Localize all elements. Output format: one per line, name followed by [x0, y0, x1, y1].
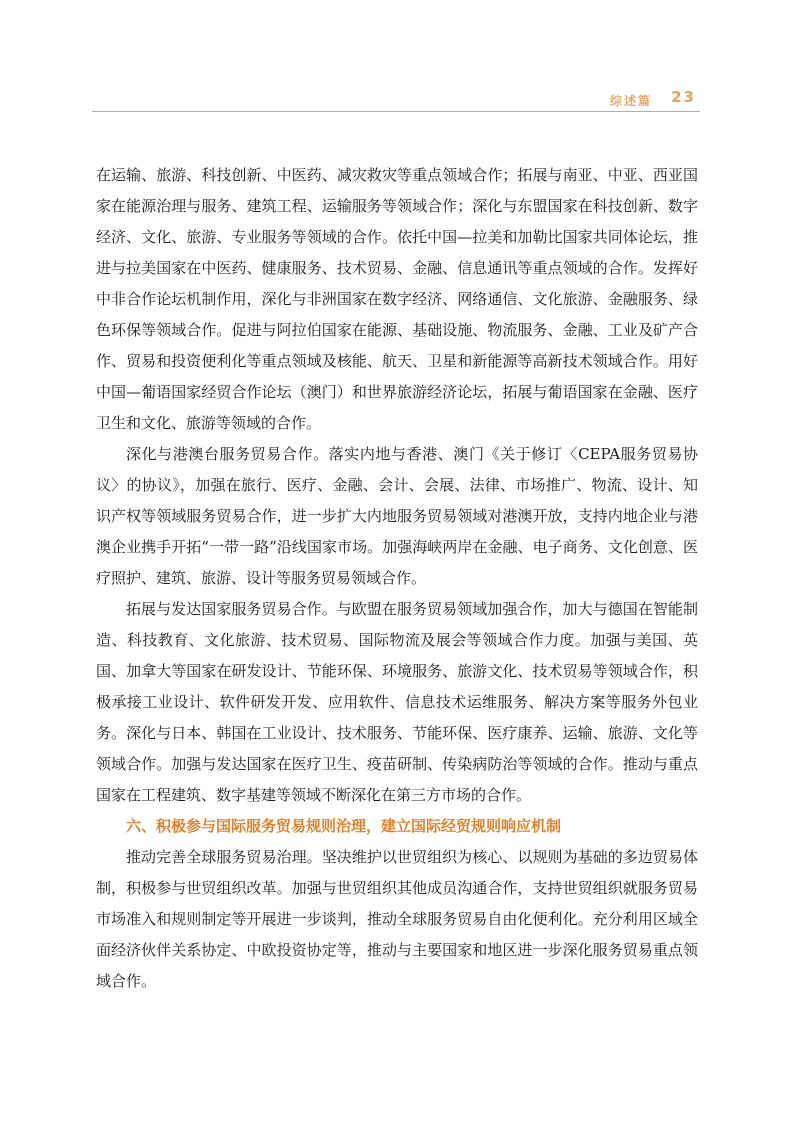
paragraph-hk-macao-taiwan: 深化与港澳台服务贸易合作。落实内地与香港、澳门《关于修订〈CEPA服务贸易协议〉的协议》，加强在旅行、医疗、金融、会计、会展、法律、市场推广、物流、设计、知识产权等领域服务贸易合作，进一步扩大内地服务贸易领域对港澳开放，支持内地企业与港澳企业携手开拓“一带一路”沿线国家市场。加强海峡两岸在金融、电子商务、文化创意、医疗照护、建筑、旅游、设计等服务贸易领域合作。	[96, 445, 698, 587]
paragraph-continuation: 在运输、旅游、科技创新、中医药、减灾救灾等重点领域合作；拓展与南亚、中亚、西亚国家在能源治理与服务、建筑工程、运输服务等领域合作；深化与东盟国家在科技创新、数字经济、文化、旅游、专业服务等领域的合作。依托中国—拉美和加勒比国家共同体论坛，推进与拉美国家在中医药、健康服务、技术贸易、金融、信息通讯等重点领域的合作。发挥好中非合作论坛机制作用，深化与非洲国家在数字经济、网络通信、文化旅游、金融服务、绿色环保等领域合作。促进与阿拉伯国家在能源、基础设施、物流服务、金融、工业及矿产合作、贸易和投资便利化等重点领域及核能、航天、卫星和新能源等高新技术领域合作。用好中国—葡语国家经贸合作论坛（澳门）和世界旅游经济论坛，拓展与葡语国家在金融、医疗卫生和文化、旅游等领域的合作。	[96, 166, 698, 432]
page-number: 23	[671, 88, 696, 106]
main-content	[96, 160, 698, 997]
page-header	[92, 86, 700, 110]
header-section-title: 综述篇	[609, 94, 652, 108]
section-heading: 六、积极参与国际服务贸易规则治理，建立国际经贸规则响应机制	[126, 817, 562, 835]
paragraph-developed-countries: 拓展与发达国家服务贸易合作。与欧盟在服务贸易领域加强合作，加大与德国在智能制造、科技教育、文化旅游、技术贸易、国际物流及展会等领域合作力度。加强与美国、英国、加拿大等国家在研发设计、节能环保、环境服务、旅游文化、技术贸易等领域合作，积极承接工业设计、软件研发开发、应用软件、信息技术运维服务、解决方案等服务外包业务。深化与日本、韩国在工业设计、技术服务、节能环保、医疗康养、运输、旅游、文化等领域合作。加强与发达国家在医疗卫生、疫苗研制、传染病防治等领域的合作。推动与重点国家在工程建筑、数字基建等领域不断深化在第三方市场的合作。	[96, 600, 698, 804]
header-divider	[92, 111, 700, 112]
paragraph-global-governance: 推动完善全球服务贸易治理。坚决维护以世贸组织为核心、以规则为基础的多边贸易体制，积极参与世贸组织改革。加强与世贸组织其他成员沟通合作，支持世贸组织就服务贸易市场准入和规则制定等开展进一步谈判，推动全球服务贸易自由化便利化。充分利用区域全面经济伙伴关系协定、中欧投资协定等，推动与主要国家和地区进一步深化服务贸易重点领域合作。	[96, 848, 698, 990]
